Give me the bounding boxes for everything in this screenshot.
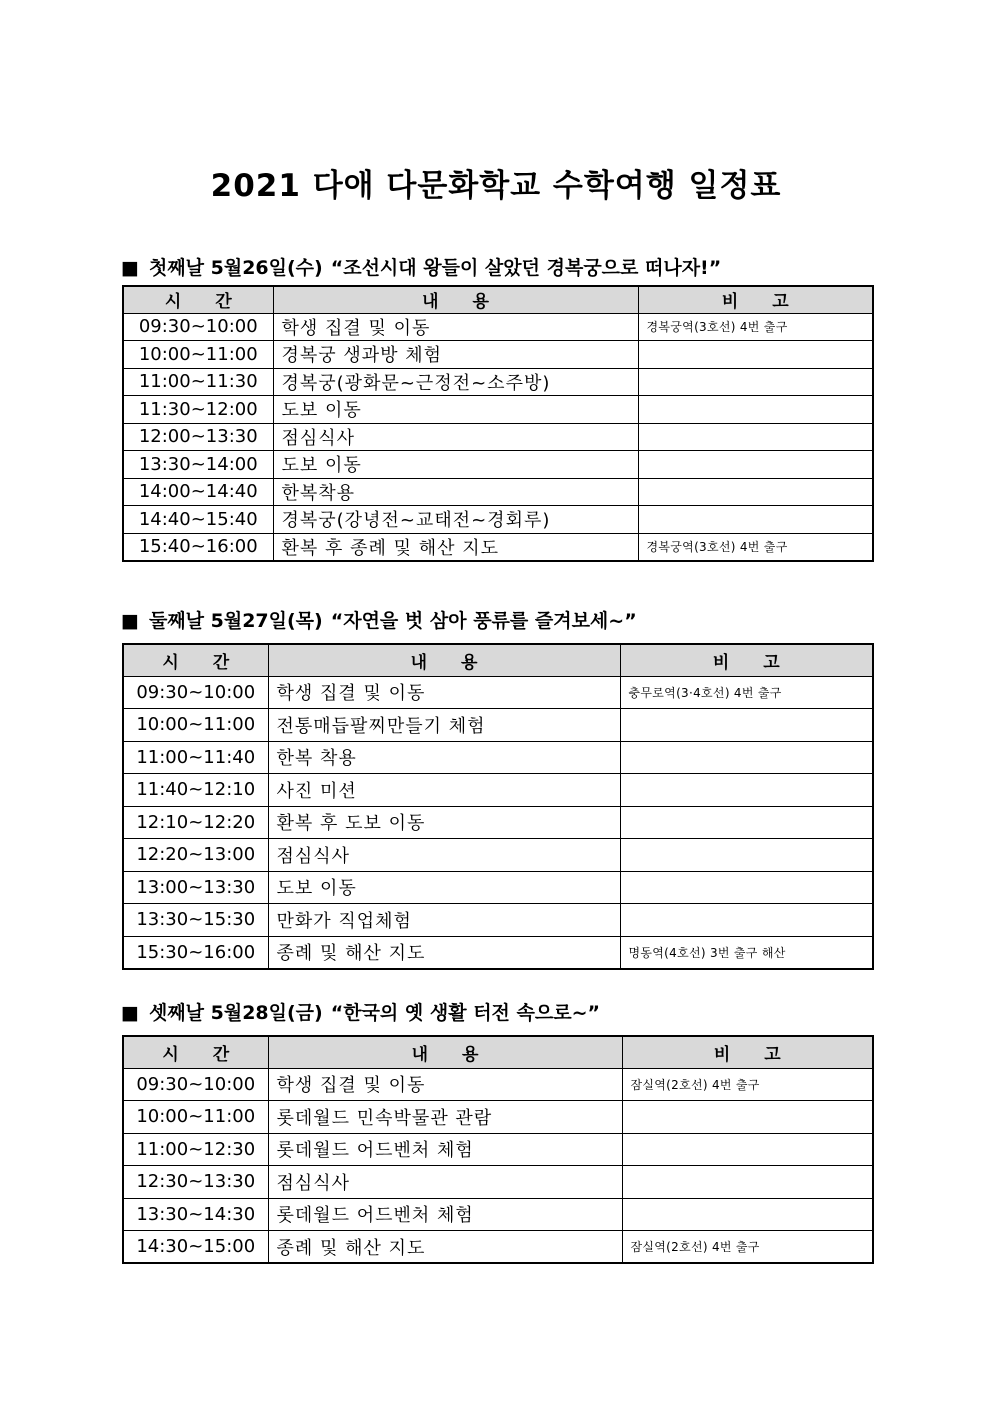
content-cell: 롯데월드 민속박물관 관람 xyxy=(268,1101,622,1134)
table-row xyxy=(123,533,873,561)
content-cell: 전통매듭팔찌만들기 체험 xyxy=(268,709,620,742)
time-cell: 14:40~15:40 xyxy=(123,506,273,534)
square-bullet-icon: ■ xyxy=(121,257,139,279)
content-header: 내 용 xyxy=(268,1036,622,1068)
content-cell: 환복 후 도보 이동 xyxy=(268,806,620,839)
table-row xyxy=(123,423,873,451)
time-cell: 10:00~11:00 xyxy=(123,709,268,742)
day-2-schedule-table xyxy=(122,643,874,970)
time-cell: 11:40~12:10 xyxy=(123,774,268,807)
time-cell: 13:00~13:30 xyxy=(123,871,268,904)
table-row xyxy=(123,839,873,872)
time-cell: 14:30~15:00 xyxy=(123,1231,268,1264)
note-cell: 경복궁역(3호선) 4번 출구 xyxy=(638,313,873,341)
note-cell xyxy=(638,368,873,396)
content-cell: 한복착용 xyxy=(273,478,638,506)
content-cell: 점심식사 xyxy=(273,423,638,451)
note-cell xyxy=(638,341,873,369)
day-3-label: 셋째날 5월28일(금) xyxy=(148,1002,323,1024)
content-cell: 만화가 직업체험 xyxy=(268,904,620,937)
note-cell xyxy=(622,1133,873,1166)
header-row xyxy=(123,1036,873,1068)
table-row xyxy=(123,774,873,807)
square-bullet-icon: ■ xyxy=(121,1002,139,1024)
day-3-schedule-table xyxy=(122,1035,874,1264)
table-row xyxy=(123,904,873,937)
note-header: 비 고 xyxy=(622,1036,873,1068)
note-cell xyxy=(638,396,873,424)
note-cell xyxy=(620,709,873,742)
content-cell: 종례 및 해산 지도 xyxy=(268,936,620,969)
note-cell xyxy=(620,904,873,937)
content-cell: 경복궁(광화문~근정전~소주방) xyxy=(273,368,638,396)
time-cell: 12:10~12:20 xyxy=(123,806,268,839)
content-cell: 롯데월드 어드벤처 체험 xyxy=(268,1198,622,1231)
time-cell: 14:00~14:40 xyxy=(123,478,273,506)
time-cell: 10:00~11:00 xyxy=(123,1101,268,1134)
table-row xyxy=(123,806,873,839)
note-cell xyxy=(620,839,873,872)
table-row xyxy=(123,1068,873,1101)
content-cell: 학생 집결 및 이동 xyxy=(268,1068,622,1101)
content-header: 내 용 xyxy=(273,286,638,313)
table-row xyxy=(123,1101,873,1134)
content-cell: 환복 후 종례 및 해산 지도 xyxy=(273,533,638,561)
content-cell: 점심식사 xyxy=(268,839,620,872)
note-cell xyxy=(622,1198,873,1231)
note-cell xyxy=(638,478,873,506)
time-cell: 11:00~11:30 xyxy=(123,368,273,396)
note-cell xyxy=(638,451,873,479)
content-cell: 도보 이동 xyxy=(273,396,638,424)
note-cell xyxy=(620,806,873,839)
note-cell: 잠실역(2호선) 4번 출구 xyxy=(622,1231,873,1264)
content-cell: 경복궁 생과방 체험 xyxy=(273,341,638,369)
table-row xyxy=(123,341,873,369)
day-1-heading xyxy=(121,253,721,280)
note-header: 비 고 xyxy=(638,286,873,313)
day-2-label: 둘째날 5월27일(목) xyxy=(148,610,323,632)
content-cell: 경복궁(강녕전~교태전~경회루) xyxy=(273,506,638,534)
table-row xyxy=(123,676,873,709)
content-cell: 한복 착용 xyxy=(268,741,620,774)
time-header: 시 간 xyxy=(123,1036,268,1068)
time-cell: 15:40~16:00 xyxy=(123,533,273,561)
header-row xyxy=(123,286,873,313)
note-cell xyxy=(620,871,873,904)
table-row xyxy=(123,1133,873,1166)
note-cell: 경복궁역(3호선) 4번 출구 xyxy=(638,533,873,561)
content-cell: 학생 집결 및 이동 xyxy=(268,676,620,709)
content-cell: 종례 및 해산 지도 xyxy=(268,1231,622,1264)
note-cell xyxy=(622,1166,873,1199)
table-row xyxy=(123,313,873,341)
day-1-slogan: “조선시대 왕들이 살았던 경복궁으로 떠나자!” xyxy=(330,257,722,279)
content-cell: 도보 이동 xyxy=(273,451,638,479)
day-3-slogan: “한국의 옛 생활 터전 속으로~” xyxy=(330,1002,600,1024)
time-cell: 12:00~13:30 xyxy=(123,423,273,451)
note-header: 비 고 xyxy=(620,644,873,676)
time-header: 시 간 xyxy=(123,644,268,676)
table-row xyxy=(123,1166,873,1199)
time-cell: 09:30~10:00 xyxy=(123,313,273,341)
time-cell: 11:00~12:30 xyxy=(123,1133,268,1166)
table-row xyxy=(123,396,873,424)
day-1-label: 첫째날 5월26일(수) xyxy=(148,257,323,279)
content-cell: 사진 미션 xyxy=(268,774,620,807)
day-2-slogan: “자연을 벗 삼아 풍류를 즐겨보세~” xyxy=(330,610,637,632)
time-cell: 11:00~11:40 xyxy=(123,741,268,774)
time-cell: 12:30~13:30 xyxy=(123,1166,268,1199)
table-row xyxy=(123,709,873,742)
time-cell: 09:30~10:00 xyxy=(123,676,268,709)
time-cell: 13:30~14:30 xyxy=(123,1198,268,1231)
header-row xyxy=(123,644,873,676)
content-cell: 학생 집결 및 이동 xyxy=(273,313,638,341)
content-cell: 점심식사 xyxy=(268,1166,622,1199)
content-cell: 롯데월드 어드벤처 체험 xyxy=(268,1133,622,1166)
day-2-heading xyxy=(121,606,637,633)
note-cell: 충무로역(3·4호선) 4번 출구 xyxy=(620,676,873,709)
content-cell: 도보 이동 xyxy=(268,871,620,904)
note-cell: 잠실역(2호선) 4번 출구 xyxy=(622,1068,873,1101)
time-cell: 15:30~16:00 xyxy=(123,936,268,969)
content-header: 내 용 xyxy=(268,644,620,676)
table-row xyxy=(123,1231,873,1264)
table-row xyxy=(123,478,873,506)
note-cell xyxy=(622,1101,873,1134)
note-cell xyxy=(620,774,873,807)
note-cell xyxy=(638,506,873,534)
time-cell: 13:30~14:00 xyxy=(123,451,273,479)
square-bullet-icon: ■ xyxy=(121,610,139,632)
time-cell: 10:00~11:00 xyxy=(123,341,273,369)
table-row xyxy=(123,741,873,774)
page-title: 2021 다애 다문화학교 수학여행 일정표 xyxy=(210,168,782,204)
table-row xyxy=(123,936,873,969)
table-row xyxy=(123,1198,873,1231)
time-header: 시 간 xyxy=(123,286,273,313)
table-row xyxy=(123,871,873,904)
day-1-schedule-table xyxy=(122,285,874,562)
note-cell xyxy=(638,423,873,451)
note-cell: 명동역(4호선) 3번 출구 해산 xyxy=(620,936,873,969)
time-cell: 13:30~15:30 xyxy=(123,904,268,937)
table-row xyxy=(123,368,873,396)
table-row xyxy=(123,451,873,479)
day-3-heading xyxy=(121,998,600,1025)
time-cell: 09:30~10:00 xyxy=(123,1068,268,1101)
note-cell xyxy=(620,741,873,774)
time-cell: 12:20~13:00 xyxy=(123,839,268,872)
time-cell: 11:30~12:00 xyxy=(123,396,273,424)
table-row xyxy=(123,506,873,534)
